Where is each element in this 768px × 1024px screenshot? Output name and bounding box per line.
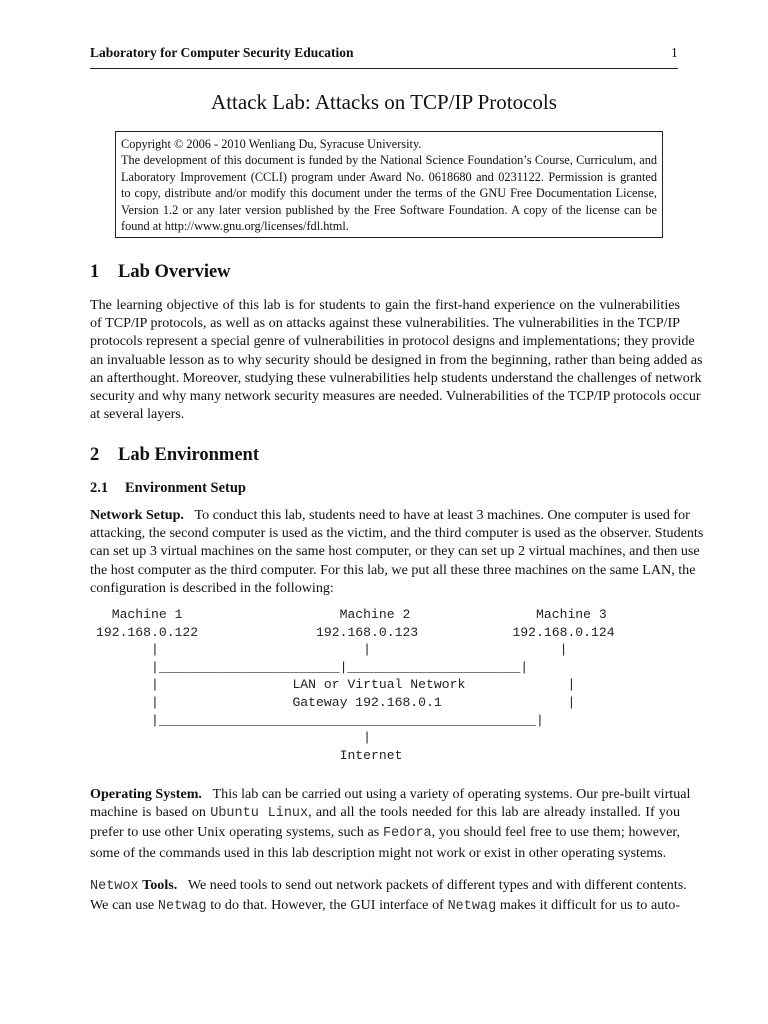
paragraph-text: , you should feel free to use them; however,: [431, 824, 680, 841]
code-netwox: Netwox: [90, 879, 139, 894]
paragraph-line: at several layers.: [90, 406, 185, 423]
diagram-line: |________________________________________________|: [96, 712, 544, 728]
copyright-notice: [115, 131, 663, 238]
operating-system-label: Operating System.: [90, 786, 202, 802]
subsection-heading-environment-setup: [90, 480, 246, 497]
code-netwag: Netwag: [157, 899, 207, 915]
paragraph-line: [90, 506, 690, 524]
copyright-line: Laboratory Improvement (CCLI) program under Award No. 0618680 and 0231122. Permission is granted: [121, 169, 657, 184]
code-fedora: Fedora: [383, 826, 432, 842]
paragraph-line: [90, 823, 680, 843]
network-setup-label: Network Setup.: [90, 507, 184, 523]
diagram-line: Internet: [96, 747, 403, 763]
section-number: 1: [90, 262, 100, 282]
paragraph-text: makes it difficult for us to auto-: [499, 897, 681, 914]
paragraph-line: of TCP/IP protocols, as well as on attacks against these vulnerabilities. The vulnerabilities in the TCP/IP: [90, 315, 680, 332]
netwox-tools-paragraph: [90, 876, 687, 916]
paragraph-line: an invaluable lesson as to why security should be designed in from the beginning, rather than being added as: [90, 351, 703, 368]
section-heading-lab-environment: [90, 445, 259, 466]
lab-overview-paragraph: [90, 296, 703, 423]
network-diagram: [96, 606, 615, 764]
paragraph-text: prefer to use other Unix operating systems, such as: [90, 824, 380, 841]
paragraph-line: some of the commands used in this lab description might not work or exist in other operating systems.: [90, 844, 667, 861]
header-divider: [90, 68, 678, 69]
paragraph-text: To conduct this lab, students need to have at least 3 machines. One computer is used for: [194, 507, 690, 523]
paragraph-line: [90, 896, 680, 916]
subsection-number: 2.1: [90, 480, 109, 496]
diagram-line: 192.168.0.122 192.168.0.123 192.168.0.124: [96, 624, 615, 640]
paragraph-text: We can use: [90, 897, 155, 914]
diagram-line: Machine 1 Machine 2 Machine 3: [96, 607, 607, 622]
code-netwag: Netwag: [447, 899, 497, 915]
diagram-line: | | |: [96, 642, 568, 658]
paragraph-line: [90, 803, 680, 823]
paragraph-line: [90, 876, 687, 896]
paragraph-line: attacking, the second computer is used as the victim, and the third computer is used as the observer. Students: [90, 525, 704, 542]
running-header-title: Laboratory for Computer Security Education: [90, 45, 354, 60]
paragraph-line: [90, 785, 691, 803]
section-title: Lab Environment: [118, 445, 260, 465]
document-title: Attack Lab: Attacks on TCP/IP Protocols: [211, 90, 557, 114]
subsection-title: Environment Setup: [125, 480, 246, 496]
copyright-line: The development of this document is funded by the National Science Foundation’s Course, Curriculum, and: [121, 153, 657, 168]
section-title: Lab Overview: [118, 262, 231, 282]
copyright-line: Version 1.2 or any later version published by the Free Software Foundation. A copy of the license can be: [121, 202, 657, 217]
copyright-line: to copy, distribute and/or modify this document under the terms of the GNU Free Documentation License,: [121, 186, 657, 201]
netwox-tools-label: Tools.: [142, 877, 178, 893]
paragraph-line: the host computer as the third computer. For this lab, we put all these three machines on the same LAN, the: [90, 561, 696, 578]
paragraph-line: security and why many network security measures are needed. Vulnerabilities of the TCP/IP protocols occur: [90, 388, 701, 405]
paragraph-line: can set up 3 virtual machines on the same host computer, or they can set up 2 virtual machines, and then use: [90, 543, 700, 560]
network-setup-paragraph: [90, 506, 704, 597]
operating-system-paragraph: [90, 785, 691, 862]
section-number: 2: [90, 445, 100, 465]
paragraph-line: configuration is described in the following:: [90, 579, 334, 596]
copyright-line: Copyright © 2006 - 2010 Wenliang Du, Syracuse University.: [121, 137, 422, 151]
diagram-line: |: [96, 730, 372, 746]
diagram-line: |_______________________|______________________|: [96, 659, 529, 675]
section-heading-lab-overview: [90, 262, 231, 283]
paragraph-line: an afterthought. Moreover, studying these vulnerabilities help students understand the challenges of network: [90, 369, 702, 386]
diagram-line: | LAN or Virtual Network |: [96, 677, 576, 693]
paragraph-text: to do that. However, the GUI interface of: [210, 897, 444, 914]
paragraph-text: machine is based on: [90, 804, 206, 821]
paragraph-line: protocols represent a special genre of vulnerabilities in protocol designs and implementations; they provide: [90, 333, 695, 350]
paragraph-line: The learning objective of this lab is for students to gain the first-hand experience on the vulnerabilities: [90, 297, 680, 313]
code-ubuntu-linux: Ubuntu Linux: [210, 806, 309, 822]
paragraph-text: We need tools to send out network packets of different types and with different contents.: [187, 877, 687, 893]
diagram-line: | Gateway 192.168.0.1 |: [96, 694, 576, 710]
paragraph-text: This lab can be carried out using a variety of operating systems. Our pre-built virtual: [212, 786, 691, 802]
copyright-line: found at http://www.gnu.org/licenses/fdl.html.: [121, 219, 349, 234]
paragraph-text: , and all the tools needed for this lab are already installed. If you: [308, 804, 680, 821]
page-number: 1: [671, 45, 678, 60]
